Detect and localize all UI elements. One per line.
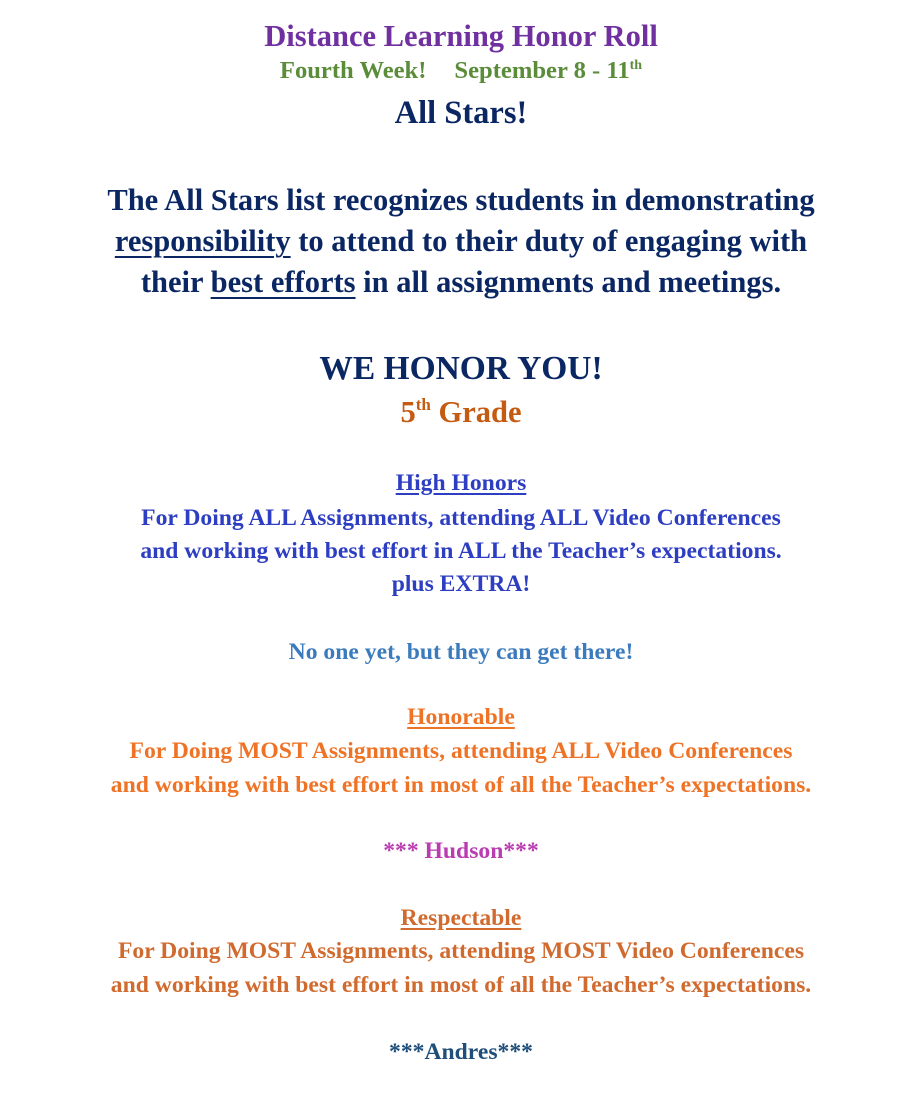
best-efforts-keyword: best efforts (210, 265, 356, 299)
intro-line-2 (0, 226, 922, 257)
intro-line-2-rest: to attend to their duty of engaging with (290, 224, 808, 258)
respectable-criteria-2: and working with best effort in most of all the Teacher’s expectations. (110, 972, 812, 998)
date-suffix: th (629, 58, 643, 73)
high-honors-students: No one yet, but they can get there! (288, 639, 634, 665)
intro-line-3-prefix: their (140, 265, 211, 299)
high-honors-heading (0, 472, 922, 496)
document-title: Distance Learning Honor Roll (264, 19, 658, 53)
high-honors-heading-text: High Honors (395, 470, 527, 496)
high-honors-criteria-2: and working with best effort in ALL the Teacher’s expectations. (140, 538, 782, 564)
grade-heading (0, 397, 922, 428)
grade-suffix: th (415, 395, 431, 414)
honorable-heading-text: Honorable (407, 704, 515, 730)
high-honors-criteria-1: For Doing ALL Assignments, attending ALL Video Conferences (141, 505, 781, 531)
respectable-criteria-1: For Doing MOST Assignments, attending MOST Video Conferences (117, 938, 805, 964)
respectable-heading (0, 907, 922, 931)
week-label: Fourth Week! (279, 57, 427, 84)
intro-line-3 (0, 267, 922, 298)
intro-line-1: The All Stars list recognizes students in demonstrating (107, 183, 815, 217)
honorable-heading (0, 706, 922, 730)
honorable-criteria-1: For Doing MOST Assignments, attending ALL Video Conferences (129, 738, 793, 764)
respectable-students: ***Andres*** (389, 1039, 533, 1065)
grade-number: 5 (400, 395, 416, 429)
intro-line-3-rest: in all assignments and meetings. (355, 265, 782, 299)
respectable-heading-text: Respectable (400, 905, 522, 931)
honorable-students: *** Hudson*** (383, 838, 539, 864)
week-subtitle (0, 59, 922, 84)
grade-label: Grade (430, 395, 522, 429)
date-range: September 8 - 11 (454, 57, 630, 84)
all-stars-heading: All Stars! (394, 95, 528, 131)
high-honors-criteria-3: plus EXTRA! (391, 571, 531, 597)
honorable-criteria-2: and working with best effort in most of all the Teacher’s expectations. (110, 772, 812, 798)
we-honor-you-heading: WE HONOR YOU! (319, 350, 603, 387)
responsibility-keyword: responsibility (114, 224, 291, 258)
